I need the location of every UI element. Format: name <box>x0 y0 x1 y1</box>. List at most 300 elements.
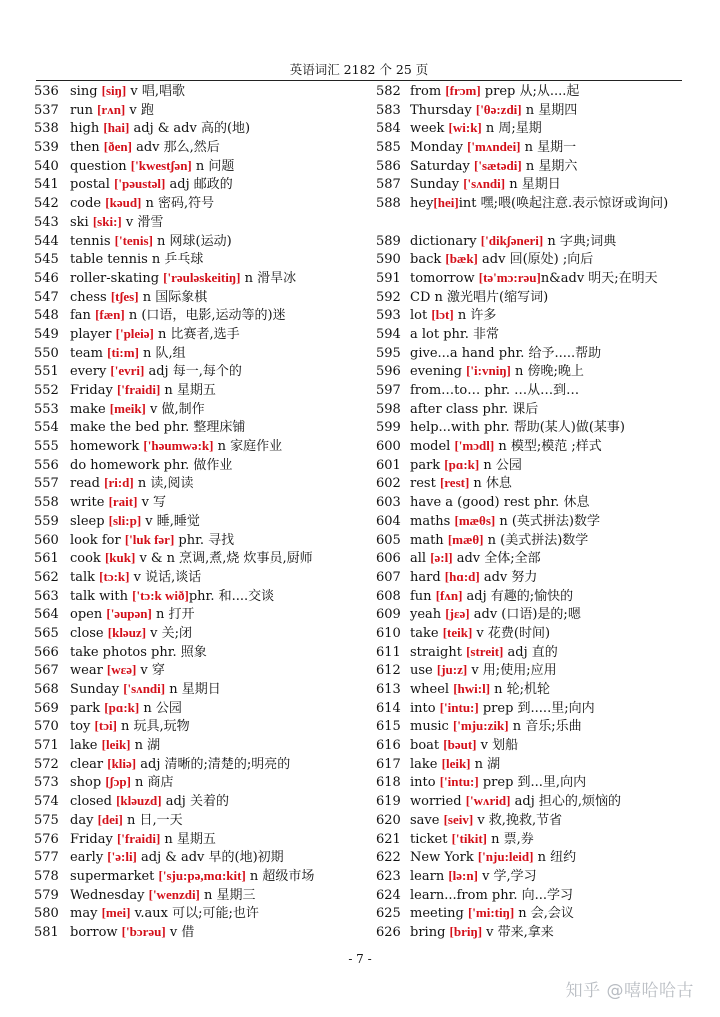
entry-number: 585 <box>376 140 401 156</box>
entry-word: maths <box>410 513 455 529</box>
entry-number: 579 <box>34 887 59 903</box>
entry-word: close <box>70 625 108 641</box>
entry-phonetic: [kuk] <box>104 550 136 566</box>
entry-word: park <box>410 457 445 473</box>
entry-word: wear <box>70 663 107 679</box>
vocab-entry <box>376 755 682 774</box>
vocab-entry <box>376 288 682 307</box>
entry-number: 542 <box>34 196 59 212</box>
entry-word: from…to… <box>410 383 481 399</box>
entry-word: a lot <box>410 326 440 342</box>
entry-phonetic: [wεə] <box>106 662 137 678</box>
entry-phonetic: [ju:z] <box>436 662 468 678</box>
entry-definition: phr. 寻找 <box>174 532 235 548</box>
entry-phonetic: [dei] <box>97 811 123 827</box>
entry-phonetic: ['tɔ:k wið] <box>132 587 189 603</box>
vocab-entry <box>376 773 682 792</box>
vocab-entry <box>34 344 374 363</box>
entry-number: 589 <box>376 233 401 249</box>
entry-number: 571 <box>34 738 59 754</box>
entry-number: 563 <box>34 588 59 604</box>
entry-phonetic: [bəut] <box>443 737 477 753</box>
entry-number: 584 <box>376 121 401 137</box>
vocab-entry <box>34 250 374 269</box>
entry-word: borrow <box>70 924 122 940</box>
entry-word: shop <box>70 775 106 791</box>
vocab-entry <box>376 101 682 120</box>
vocab-entry <box>376 381 682 400</box>
entry-phonetic: [briŋ] <box>449 923 483 939</box>
entry-definition: n 家庭作业 <box>213 439 283 455</box>
entry-number: 606 <box>376 551 401 567</box>
vocab-entry <box>34 101 374 120</box>
entry-phonetic: ['intu:] <box>439 699 479 715</box>
vocab-entry <box>376 362 682 381</box>
entry-definition: n 休息 <box>469 476 512 492</box>
entry-phonetic: [ðen] <box>103 139 132 155</box>
entry-word: rest <box>410 476 440 492</box>
entry-phonetic: ['wenzdi] <box>148 886 200 902</box>
entry-definition: n 队,组 <box>138 345 186 361</box>
entry-phonetic: [ri:d] <box>104 475 134 491</box>
entry-phonetic: ['sju:pə,mɑ:kit] <box>158 867 246 883</box>
entry-number: 559 <box>34 513 59 529</box>
entry-word: take <box>410 625 443 641</box>
vocab-entry <box>376 568 682 587</box>
entry-definition: v 学,学习 <box>477 868 537 884</box>
entry-definition: n 星期三 <box>199 887 256 903</box>
entry-definition: n 玩具,玩物 <box>116 719 190 735</box>
entry-number: 569 <box>34 700 59 716</box>
entry-definition: phr. …从…到… <box>480 383 580 399</box>
entry-phonetic: ['pəustəl] <box>114 176 166 192</box>
vocab-entry <box>34 213 374 232</box>
entry-phonetic: ['əupən] <box>106 606 152 622</box>
entry-phonetic: [teik] <box>442 624 473 640</box>
entry-definition: n 星期一 <box>520 140 577 156</box>
entry-phonetic: [pɑ:k] <box>444 456 480 472</box>
entry-word: Thursday <box>410 102 476 118</box>
header-rule <box>36 80 682 81</box>
entry-number: 620 <box>376 812 401 828</box>
entry-phonetic: ['sʌndi] <box>123 681 166 696</box>
entry-phonetic: [jεə] <box>445 606 470 622</box>
vocab-entry <box>34 325 374 344</box>
entry-number: 583 <box>376 102 401 118</box>
entry-word: model <box>410 439 455 455</box>
entry-phonetic: ['ə:li] <box>107 849 137 865</box>
entry-word: homework <box>70 439 144 455</box>
entry-definition: n 星期六 <box>521 158 578 174</box>
vocab-entry <box>34 605 374 624</box>
vocab-entry <box>376 418 682 437</box>
vocab-entry <box>376 437 682 456</box>
entry-word: into <box>410 700 440 716</box>
entry-phonetic: [mæθs] <box>454 512 496 528</box>
entry-number: 603 <box>376 495 401 511</box>
vocab-entry <box>376 624 682 643</box>
page-header: 英语词汇 2182 个 25 页 <box>289 62 429 77</box>
entry-number: 624 <box>376 887 401 903</box>
entry-word: Monday <box>410 140 468 156</box>
entry-number: 580 <box>34 906 59 922</box>
entry-word: back <box>410 252 446 268</box>
vocab-entry <box>376 661 682 680</box>
entry-number: 561 <box>34 551 59 567</box>
entry-word: toy <box>70 719 95 735</box>
entry-definition: prep 从;从....起 <box>480 84 580 99</box>
entry-word: from <box>410 84 446 99</box>
entry-phonetic: ['θə:zdi] <box>475 101 522 117</box>
entry-word: look for <box>70 532 125 548</box>
entry-word: music <box>410 719 453 735</box>
entry-definition: n 超级市场 <box>245 868 315 884</box>
entry-word: use <box>410 663 437 679</box>
vocab-entry <box>34 568 374 587</box>
entry-phonetic: [kləuzd] <box>116 793 162 809</box>
entry-phonetic: ['mɔdl] <box>454 438 495 454</box>
entry-word: bring <box>410 924 450 940</box>
entry-phonetic: ['dikʃəneri] <box>480 232 544 248</box>
entry-definition: adj 直的 <box>503 644 558 660</box>
entry-word: Wednesday <box>70 887 149 903</box>
entry-definition: v 穿 <box>136 663 165 679</box>
entry-word: cook <box>70 551 105 567</box>
entry-number: 588 <box>376 196 401 212</box>
vocab-entry <box>376 549 682 568</box>
entry-definition: n 票,券 <box>486 831 534 847</box>
entry-phonetic: [leik] <box>441 755 471 771</box>
entry-definition: n 乒乓球 <box>147 252 204 268</box>
entry-phonetic: ['mʌndei] <box>467 139 521 155</box>
entry-number: 591 <box>376 270 401 286</box>
vocab-entry <box>34 437 374 456</box>
entry-number: 575 <box>34 812 59 828</box>
entry-phonetic: ['rəuləskeitiŋ] <box>163 269 241 285</box>
entry-number: 597 <box>376 383 401 399</box>
entry-word: code <box>70 196 106 212</box>
vocab-entry <box>34 549 374 568</box>
entry-phonetic: [lə:n] <box>448 867 478 883</box>
entry-definition: adv 努力 <box>479 569 538 585</box>
entry-word: tomorrow <box>410 270 479 286</box>
entry-number: 600 <box>376 439 401 455</box>
vocab-entry <box>34 848 374 867</box>
entry-word: Friday <box>70 831 117 847</box>
entry-definition: n (口语，电影,运动等的)迷 <box>124 308 286 324</box>
entry-number: 562 <box>34 569 59 585</box>
entry-word: into <box>410 775 440 791</box>
entry-definition: adv 全体;全部 <box>452 551 541 567</box>
entry-number: 547 <box>34 289 59 305</box>
entry-number: 537 <box>34 102 59 118</box>
entry-number: 611 <box>376 644 401 660</box>
entry-definition: n 会,会议 <box>514 906 574 922</box>
entry-word: yeah <box>410 607 446 623</box>
entry-number: 617 <box>376 756 401 772</box>
entry-definition: v 说话,谈话 <box>129 569 202 585</box>
vocab-entry <box>376 344 682 363</box>
vocab-entry <box>376 643 682 662</box>
entry-definition: v 借 <box>165 924 195 940</box>
vocab-entry <box>376 512 682 531</box>
entry-phonetic: [tʃes] <box>110 288 139 304</box>
entry-word: tennis <box>70 233 115 249</box>
entry-word: evening <box>410 364 467 380</box>
entry-phonetic: ['wʌrid] <box>465 793 511 809</box>
entry-number: 604 <box>376 513 401 529</box>
entry-phonetic: [frɔm] <box>445 83 481 98</box>
entry-phonetic: [siŋ] <box>101 83 127 98</box>
entry-definition: phr. 帮助(某人)做(某事) <box>479 420 625 436</box>
entry-number: 576 <box>34 831 59 847</box>
entry-phonetic: [ski:] <box>92 213 122 229</box>
entry-word: learn...from <box>410 887 488 903</box>
entry-number: 601 <box>376 457 401 473</box>
entry-word: ski <box>70 214 93 230</box>
entry-word: may <box>70 906 102 922</box>
vocab-entry <box>34 362 374 381</box>
entry-number: 618 <box>376 775 401 791</box>
entry-definition: phr. 向...学习 <box>487 887 574 903</box>
entry-number: 626 <box>376 924 401 940</box>
entry-definition: n 读,阅读 <box>133 476 194 492</box>
entry-number: 544 <box>34 233 59 249</box>
entry-word: wheel <box>410 682 454 698</box>
entry-phonetic: [streit] <box>466 643 504 659</box>
entry-phonetic: [ʃɔp] <box>105 774 131 790</box>
entry-definition: n 星期五 <box>160 383 216 398</box>
vocab-entry <box>376 867 682 886</box>
vocab-entry <box>376 175 682 194</box>
entry-definition: v 花费(时间) <box>472 625 551 641</box>
entry-definition: n 网球(运动) <box>152 233 232 249</box>
watermark: 知乎 @嘻哈哈古 <box>565 981 694 1001</box>
entry-phonetic: [kləuz] <box>107 624 147 640</box>
entry-definition: adv 回(原处) ;向后 <box>477 252 594 268</box>
vocab-entry <box>34 175 374 194</box>
right-column <box>376 82 682 942</box>
entry-phonetic: ['mi:tiŋ] <box>467 905 515 921</box>
entry-phonetic: [kliə] <box>107 755 137 771</box>
vocab-entry <box>376 717 682 736</box>
vocab-entry <box>376 811 682 830</box>
entry-definition: n 国际象棋 <box>138 289 208 305</box>
entry-word: take photos <box>70 644 147 660</box>
entry-definition: v 带来,拿来 <box>482 924 554 940</box>
vocab-entry <box>376 138 682 157</box>
vocab-entry <box>34 661 374 680</box>
entry-word: supermarket <box>70 868 159 884</box>
entry-number: 567 <box>34 663 59 679</box>
entry-word: read <box>70 476 105 492</box>
vocab-entry <box>34 773 374 792</box>
entry-definition: n 星期四 <box>521 102 578 118</box>
entry-number: 545 <box>34 252 59 268</box>
vocab-entry <box>34 456 374 475</box>
entry-phonetic: ['fraidi] <box>116 830 161 846</box>
entry-word: CD <box>410 289 431 305</box>
entry-word: ticket <box>410 831 452 847</box>
entry-number: 609 <box>376 607 401 623</box>
entry-definition: v 救,挽救,节省 <box>473 812 563 828</box>
vocab-entry <box>34 904 374 923</box>
entry-word: team <box>70 345 108 361</box>
entry-number: 543 <box>34 214 59 230</box>
entry-number: 540 <box>34 158 59 174</box>
entry-word: open <box>70 607 107 623</box>
vocab-entry <box>34 736 374 755</box>
entry-number: 572 <box>34 756 59 772</box>
entry-number: 553 <box>34 401 59 417</box>
vocab-entry <box>376 605 682 624</box>
vocab-entry <box>376 830 682 849</box>
vocab-entry <box>376 157 682 176</box>
entry-phonetic: [ti:m] <box>107 344 139 360</box>
entry-word: give...a hand <box>410 345 495 361</box>
entry-number: 555 <box>34 439 59 455</box>
entry-definition: n 比赛者,选手 <box>153 326 240 342</box>
entry-definition: phr. 休息 <box>529 495 590 511</box>
entry-word: Saturday <box>410 158 475 174</box>
entry-phonetic: ['sʌndi] <box>463 176 506 192</box>
entry-word: write <box>70 495 109 511</box>
entry-word: straight <box>410 644 467 660</box>
entry-definition: adj 清晰的;清楚的;明亮的 <box>136 756 291 772</box>
entry-number: 552 <box>34 383 59 398</box>
entry-word: math <box>410 532 448 548</box>
entry-word: week <box>410 121 449 137</box>
entry-word: hard <box>410 569 445 585</box>
entry-definition: n (英式拼法)数学 <box>495 513 600 529</box>
entry-word: every <box>70 364 111 380</box>
vocab-entry <box>34 867 374 886</box>
vocab-entry <box>376 493 682 512</box>
entry-phonetic: [rait] <box>108 494 138 510</box>
entry-number: 615 <box>376 719 401 735</box>
entry-number: 608 <box>376 588 401 604</box>
entry-definition: adj & adv 早的(地)初期 <box>136 850 284 866</box>
entry-definition: phr. 非常 <box>439 326 499 342</box>
entry-definition: v 滑雪 <box>121 214 164 230</box>
entry-word: Sunday <box>410 177 464 193</box>
vocab-entry <box>376 699 682 718</box>
entry-word: then <box>70 140 104 156</box>
entry-number: 607 <box>376 569 401 585</box>
entry-definition: phr. 课后 <box>478 401 539 417</box>
entry-phonetic: ['tikit] <box>451 830 487 846</box>
entry-phonetic: [fʌn] <box>435 587 463 603</box>
entry-word: lake <box>410 756 442 772</box>
entry-definition: phr. 做作业 <box>159 457 233 473</box>
entry-number: 593 <box>376 308 401 324</box>
entry-definition: v.aux 可以;可能;也许 <box>130 906 259 922</box>
entry-phonetic: [tɔ:k] <box>99 568 130 584</box>
vocab-entry <box>34 400 374 419</box>
vocab-entry <box>34 643 374 662</box>
vocab-entry <box>376 82 682 101</box>
entry-number: 587 <box>376 177 401 193</box>
entry-word: Friday <box>70 383 117 398</box>
entry-word: sing <box>70 84 102 99</box>
entry-word: do homework <box>70 457 160 473</box>
entry-word: roller-skating <box>70 270 164 286</box>
entry-definition: v & n 烹调,煮,烧 炊事员,厨师 <box>135 551 313 567</box>
entry-definition: n 星期日 <box>165 682 221 697</box>
entry-phonetic: ['fraidi] <box>116 382 161 397</box>
entry-word: learn <box>410 868 449 884</box>
entry-number: 557 <box>34 476 59 492</box>
entry-word: postal <box>70 177 115 193</box>
entry-definition: n 公园 <box>479 457 522 473</box>
entry-definition: n 日,一天 <box>122 812 183 828</box>
entry-definition: n 星期日 <box>505 177 561 193</box>
entry-definition: v 跑 <box>125 102 154 118</box>
entry-definition: phr. 整理床铺 <box>159 420 246 436</box>
entry-number: 565 <box>34 625 59 641</box>
vocab-entry <box>34 587 374 606</box>
entry-phonetic: [hai] <box>103 120 130 136</box>
vocab-entry <box>376 269 682 288</box>
entry-word: New York <box>410 850 478 866</box>
entry-word: chess <box>70 289 111 305</box>
entry-definition: n 星期五 <box>160 831 216 847</box>
entry-number: 570 <box>34 719 59 735</box>
entry-phonetic: [tə'mɔ:rəu] <box>478 269 541 285</box>
entry-definition: adj & adv 高的(地) <box>129 121 251 137</box>
entry-number: 612 <box>376 663 401 679</box>
entry-definition: phr. 给予.....帮助 <box>494 345 602 361</box>
entry-word: lake <box>70 738 102 754</box>
entry-number: 564 <box>34 607 59 623</box>
vocab-entry <box>34 699 374 718</box>
entry-definition: n 问题 <box>191 158 235 174</box>
vocab-entry <box>376 456 682 475</box>
vocab-entry <box>34 493 374 512</box>
entry-word: have a (good) rest <box>410 495 530 511</box>
entry-phonetic: [lɔt] <box>431 307 454 323</box>
entry-phonetic: [mæθ] <box>447 531 484 547</box>
entry-definition: adv (口语)是的;嗯 <box>469 607 581 623</box>
entry-phonetic: ['intu:] <box>439 774 479 790</box>
vocab-entry <box>376 886 682 905</box>
entry-number: 574 <box>34 794 59 810</box>
entry-phonetic: ['sætədi] <box>474 157 522 173</box>
entry-word: after class <box>410 401 479 417</box>
entry-word: fan <box>70 308 96 324</box>
entry-number: 551 <box>34 364 59 380</box>
vocab-entry <box>34 232 374 251</box>
entry-number: 566 <box>34 644 59 660</box>
entry-number: 610 <box>376 625 401 641</box>
vocab-entry <box>34 755 374 774</box>
entry-definition: n 字典;词典 <box>543 233 617 249</box>
entry-definition: int 嘿;喂(唤起注意.表示惊讶或询问) <box>458 196 669 212</box>
entry-word: park <box>70 700 105 716</box>
entry-number: 577 <box>34 850 59 866</box>
vocab-entry <box>34 119 374 138</box>
vocab-entry <box>376 306 682 325</box>
entry-phonetic: [leik] <box>101 737 131 753</box>
entry-word: question <box>70 158 131 174</box>
entry-definition: v 做,制作 <box>145 401 205 417</box>
entry-definition: n 激光唱片(缩写词) <box>430 289 549 305</box>
entry-phonetic: [wi:k] <box>448 120 482 136</box>
entry-definition: phr. 和....交谈 <box>188 588 275 604</box>
vocab-entry <box>34 306 374 325</box>
entry-definition: n 纽约 <box>533 850 577 866</box>
entry-number: 556 <box>34 457 59 473</box>
